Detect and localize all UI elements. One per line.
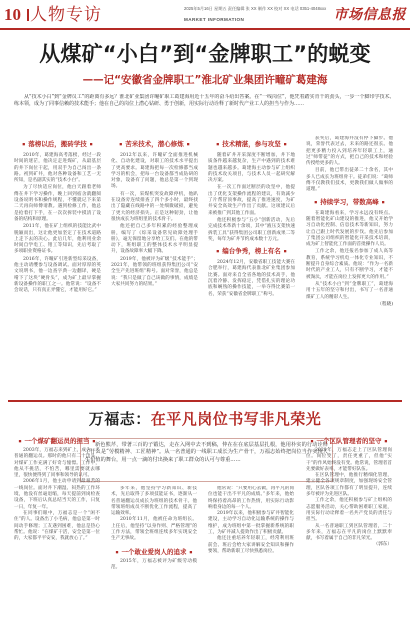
second-article-column-4 — [306, 432, 392, 612]
paragraph: 在葛建海看来，学习永远没有终点。随着智能化矿山建设的推进，他又开始学习自动化控制、信息技术等新知识，努力让自己跟上时代发展的步伐。他先后参加了集团公司组织的智能化开采技术培训，成为矿上智能化工作面的首批操作人员。 — [306, 210, 393, 248]
paragraph: 从“技术小白”到“金牌职工”，葛建海用十五年的坚守和付出，书写了一名普通煤矿工人的精彩人生。 — [306, 281, 393, 300]
paragraph: 目前，他已带出徒弟二十余名，其中多人已成长为班组骨干。徒弟们说：“葛师傅不仅教我们技术，更教我们做人做事的道理。” — [306, 168, 393, 193]
section-marker — [27, 9, 29, 21]
paragraph: 在一次工作面过断层的攻坚中，他提出了优化支架操作流程的建议，有效减少了片帮冒顶事故，提高了推进速度，为矿井安全高效生产作出了贡献。这项建议后来被推广到其他工作面。 — [208, 185, 295, 216]
edition-meta: 2025年5月16日 星期五 责任编辑 张 XX 制作 XX 校对 XX 电话 0351-4048xxx — [184, 6, 327, 11]
column-heading: ■ 持续学习，带数高峰 ■ — [306, 197, 393, 206]
paragraph: 2010年，葛建海高考落榜，经过一段时间的迷茫，他决定走进煤矿，从最基层的井下岗位干起，用双手为自己闯出一条路。初到矿井，他对各种设备和工艺一无所知，是名副其实的“技术小白”。 — [14, 153, 101, 184]
second-article-column-2 — [111, 486, 197, 612]
paragraph: 2010年11月，他被任命为班组长。上任后，他坚持“以身作则、严格管理”的工作方法，带领全班组连续多年实现安全生产无事故。 — [111, 517, 197, 542]
column-heading: ■ 一个区队管理者的坚守 ■ — [306, 436, 392, 445]
paragraph: 他还注重培养年轻职工，经常利用班前会、班后会给大家讲解安全知识和操作要领，帮助新职工尽快熟悉岗位。 — [208, 536, 294, 554]
column-heading: ■ 苦米技术，潜心修炼 ■ — [111, 139, 198, 148]
column-heading: ■ 一个敢业爱岗人的追求 ■ — [111, 547, 197, 556]
main-headline: 从煤矿“小白”到“金牌职工”的蜕变 — [39, 42, 371, 66]
edition-meta-en: MARKET INFORMATION — [184, 17, 245, 22]
intro-box: 新色熊芹，带著三百的子锻达，走在入网中去不到稿，仲在在在底层基层扎根，他用朴实的行动诠释了什么是“劳模精神、工匠精神”。从一名普通的一线职工成长为生产骨干，万福志始终把岗位当作实现人生价值的舞台，用一点一滴的付出换来了职工群众的认可与尊重…… — [80, 438, 333, 482]
paragraph: 为了尽快适应岗位，他白天跟着老师傅在井下学习操作，晚上回到宿舍就翻阅设备说明书和操作规程，不懂就记下来第二天再向师傅请教。遇到检修工作，他总是抢着打下手，在一次次拆装中摸清了设备的结构和原理。 — [14, 185, 101, 222]
paragraph: 2011年，他在矿上组织的技能比武中脱颖而出，这让他更加坚定了在技术道路上走下去的决心。此后几年，他利用业余时间自学电工、钳工等知识，先后考取了多项职业资格证书。 — [14, 224, 101, 255]
article-column-1 — [14, 136, 101, 388]
article-column-3 — [208, 136, 295, 388]
paragraph: 2003年，万福志来到矿上，成为一名普通的翻运员。那时的他只有二十出头，对煤矿工作充满了好奇与憧憬。工作中，他从不挑活，不怕苦，哪里需要就去哪里，很快便得到了同事和领导的认可。 — [14, 448, 100, 479]
second-headline — [0, 408, 410, 429]
paragraph: 2006年1月，他主动申请到最艰苦的一线岗位。面对井下潮湿、闷热的工作环境，他没有丝毫退缩，每天提前到岗检查设备，下班后认真总结当天的工作，日复一日，年复一年。 — [14, 479, 100, 510]
paragraph: 2016年，许疃矿引进新型综采设备，他主动请缨参与设备调试。面对厚厚的英文说明书，他一边查字典一边翻译，硬是啃下了这块“硬骨头”，成为矿上最早掌握新设备操作的职工之一。他常说：“设备不会说话，只有真正弄懂它，才能用好它。” — [14, 256, 101, 294]
paragraph: 他常说：“只要用心去做，再平凡的岗位也能干出不平凡的成绩。”多年来，他始终保持着高昂的工作热情，用实际行动影响着身边的每一个人。 — [208, 486, 294, 510]
second-article-column-3 — [208, 486, 294, 612]
paragraph: 工作之余，他还报名参加了成人高等教育，系统学习机电一体化专业知识，不断提升自身综合素质。他说：“作为一名新时代的产业工人，只有不断学习，才能不被淘汰，才能在岗位上发挥更大的作用。” — [306, 249, 393, 280]
paragraph: 2019年以来，他积极参与矿井智能化建设，主动学习自动化运输系统的操作与维护，成为班组中第一批掌握新系统的职工，为矿井减人提效作出了积极贡献。 — [208, 511, 294, 536]
page-header — [0, 0, 410, 30]
column-heading: ■ 技术精湛，参与攻坚 ■ — [208, 139, 295, 148]
paragraph: 获奖后，葛建海并没有停下脚步。他说，荣誉代表过去，未来的路还很长。他把更多精力投入到培养年轻职工上，通过“师带徒”的方式，把自己的技术和经验传授给更多的人。 — [306, 136, 393, 167]
article-divider — [8, 400, 402, 402]
paragraph: 他还积极参与“五小”创新活动，先后完成技术革新十余项，其中“液压支架快速拆装工具”获得集团公司职工创新成果二等奖，每年为矿井节约成本数十万元。 — [208, 217, 295, 242]
second-headline-accent: 在平凡岗位书写非凡荣光 — [150, 410, 322, 428]
lead-paragraph: 从“技术小白”到“金牌员工”的距离有多远？淮北矿业集团许疃矿职工葛建海用近十五年的奋斗给出答案。在“一线岗位”，他凭着踏实肯干的劲头，一步一个脚印学技术、练本领，成为了同事信赖的技术能手；他在自己的岗位上潜心钻研、勇于创新，用实际行动诠释了新时代产业工人的担当与作为…… — [14, 94, 395, 107]
second-headline-name: 万福志： — [88, 410, 151, 428]
paragraph: 2019年，他被评为矿级“技术能手”；2021年，他带领的班组获得集团公司“安全生产先进班组”称号。面对荣誉，他总是说：“我只是做了自己该做的事情，成绩是大家共同努力的结果。” — [111, 256, 198, 287]
paragraph: 多年来，他坚持学习新知识、新技术，先后取得了多项技能证书，逐渐从一名普通翻运员成长为班组的技术骨干。他带领班组成员不断优化工作流程，提高了运输效率。 — [111, 486, 197, 517]
paragraph: 有一次，采煤机突发故障停机，他趴在设备旁连续排查了四个多小时，最终找出了隐藏在线路中的一处细微破损，避免了更大的经济损失。正是这种韧劲，让他很快成长为班组里的技术骨干。 — [111, 191, 198, 222]
paragraph: 随着矿井开采深度不断增加，井下地质条件越来越复杂，生产中遇到的技术难题也越来越多。葛建海主动参与矿上组织的技术攻关项目，与技术人员一起研究解决方案。 — [208, 153, 295, 184]
paragraph: 工作之余，他还积极参与矿上组织的志愿服务活动，关心帮助困难职工家庭，用实际行动诠释着一名共产党员的责任与担当。 — [306, 498, 392, 523]
paragraph: 2020年，万福志走上了区队管理岗位。岗位变了，责任更重了，但他“实干”的作风始终没有变。他常说，管理者首先要做好表率，才能带好队伍。 — [306, 448, 392, 472]
paragraph: 在同事们眼中，万福志是一个“闲不住”的人。设备出了小毛病，他总是第一时间动手修理；工友遇到困难，他总是热心帮忙。他说：“在煤矿干活，安全是第一位的，大家都平平安安，我就放心了。” — [14, 510, 100, 542]
article-column-2 — [111, 136, 198, 388]
column-heading: ■ 一个煤矿翻运员的担当 ■ — [14, 436, 100, 445]
column-heading: ■ 编台争秀，榜上有名 ■ — [208, 246, 295, 255]
second-article-column-1 — [14, 432, 100, 612]
paragraph: 他还把自己多年积累的经验整理成册，编写了《综采设备常见故障处理手册》，毫无保留地分享给工友们。在他的带动下，班组职工的整体技术水平明显提升，设备故障率大幅下降。 — [111, 224, 198, 255]
column-heading: ■ 落榜以后，搬砖学技 ■ — [14, 139, 101, 148]
article-column-4 — [306, 136, 393, 388]
newspaper-logo: 市场信息报 — [333, 7, 406, 23]
section-title: 人物专访 — [30, 5, 102, 25]
paragraph: 从一名普通职工到区队管理者，二十多年来，万福志在平凡的岗位上默默奉献，书写着属于自己的非凡荣光。 — [306, 523, 392, 542]
main-subheadline: ——记“安徽省金牌职工”淮北矿业集团许疃矿葛建海 — [82, 74, 328, 86]
paragraph: 2012年以来，许疃矿全面推进机械化、自动化建设，对职工的技术水平提出了更高要求。葛建海把每一次检修都当成学习的机会，把每一台设备都当成钻研的对象，设备有了问题，他总是第一个到现场。 — [111, 153, 198, 190]
byline: （程晓) — [377, 301, 393, 307]
byline: （郭东） — [373, 542, 392, 548]
paragraph: 2024年12月，安徽省职工技能大赛在合肥举行，葛建海代表淮北矿业集团参加比赛。面对来自全省各地的技术高手，他沉着冷静、发挥稳定，凭借扎实的理论功底和娴熟的操作技能，一举夺得比赛第一名，荣获“安徽省金牌职工”称号。 — [208, 260, 295, 297]
paragraph: 2015年，万福志被评为矿级劳动模范。 — [111, 558, 197, 570]
page-number: 10 — [4, 5, 26, 24]
paragraph: 在区队管理中，他推行精细化管理，建立健全各项规章制度，加强现场安全管理，区队各项工作都有了明显提升，连续多年被评为先进区队。 — [306, 473, 392, 498]
